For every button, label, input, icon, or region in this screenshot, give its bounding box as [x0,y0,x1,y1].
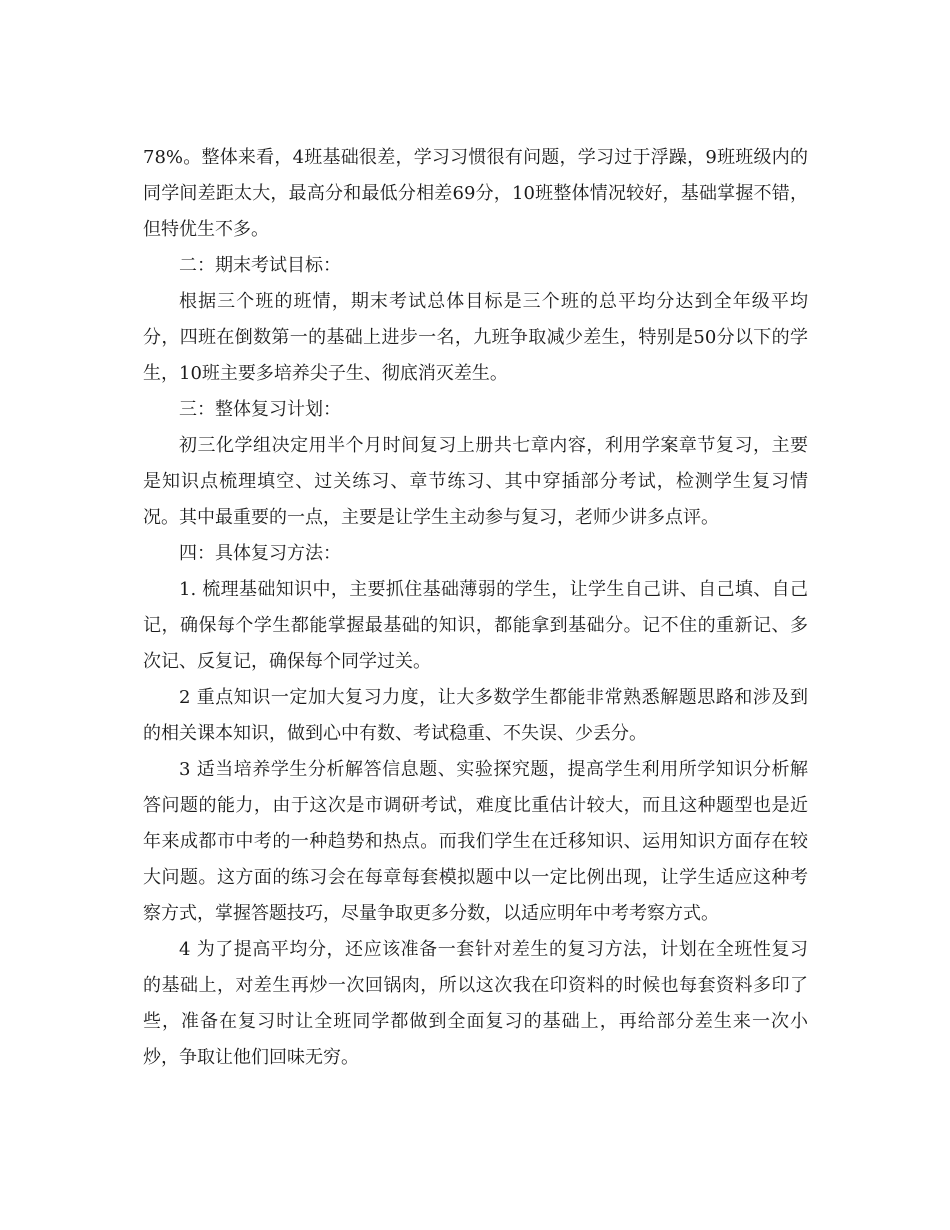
document-page [143,140,808,1076]
section-heading-review-method: 四：具体复习方法： [179,543,341,564]
paragraph-review-plan: 初三化学组决定用半个月时间复习上册共七章内容，利用学案章节复习，主要是知识点梳理填空、过关练习、章节练习、其中穿插部分考试，检测学生复习情况。其中最重要的一点，主要是让学生主动参与复习，老师少讲多点评。 [143,435,808,528]
section-heading-exam-goal: 二：期末考试目标： [179,255,341,276]
section-heading-review-plan: 三：整体复习计划： [179,399,341,420]
list-item-method-2: 2 重点知识一定加大复习力度，让大多数学生都能非常熟悉解题思路和涉及到的相关课本知识，做到心中有数、考试稳重、不失误、少丢分。 [143,687,808,744]
paragraph-class-overview: 78%。整体来看，4班基础很差，学习习惯很有问题，学习过于浮躁，9班班级内的同学间差距太大，最高分和最低分相差69分，10班整体情况较好，基础掌握不错，但特优生不多。 [143,147,808,240]
list-item-method-1: 1. 梳理基础知识中，主要抓住基础薄弱的学生，让学生自己讲、自己填、自己记，确保每个学生都能掌握最基础的知识，都能拿到基础分。记不住的重新记、多次记、反复记，确保每个同学过关。 [143,579,808,672]
paragraph-exam-goal: 根据三个班的班情，期末考试总体目标是三个班的总平均分达到全年级平均分，四班在倒数第一的基础上进步一名，九班争取减少差生，特别是50分以下的学生，10班主要多培养尖子生、彻底消灭差生。 [143,291,808,384]
list-item-method-3: 3 适当培养学生分析解答信息题、实验探究题，提高学生利用所学知识分析解答问题的能力，由于这次是市调研考试，难度比重估计较大，而且这种题型也是近年来成都市中考的一种趋势和热点。而我们学生在迁移知识、运用知识方面存在较大问题。这方面的练习会在每章每套模拟题中以一定比例出现，让学生适应这种考察方式，掌握答题技巧，尽量争取更多分数，以适应明年中考考察方式。 [143,759,808,924]
list-item-method-4: 4 为了提高平均分，还应该准备一套针对差生的复习方法，计划在全班性复习的基础上，对差生再炒一次回锅肉，所以这次我在印资料的时候也每套资料多印了些，准备在复习时让全班同学都做到全面复习的基础上，再给部分差生来一次小炒，争取让他们回味无穷。 [143,939,808,1068]
